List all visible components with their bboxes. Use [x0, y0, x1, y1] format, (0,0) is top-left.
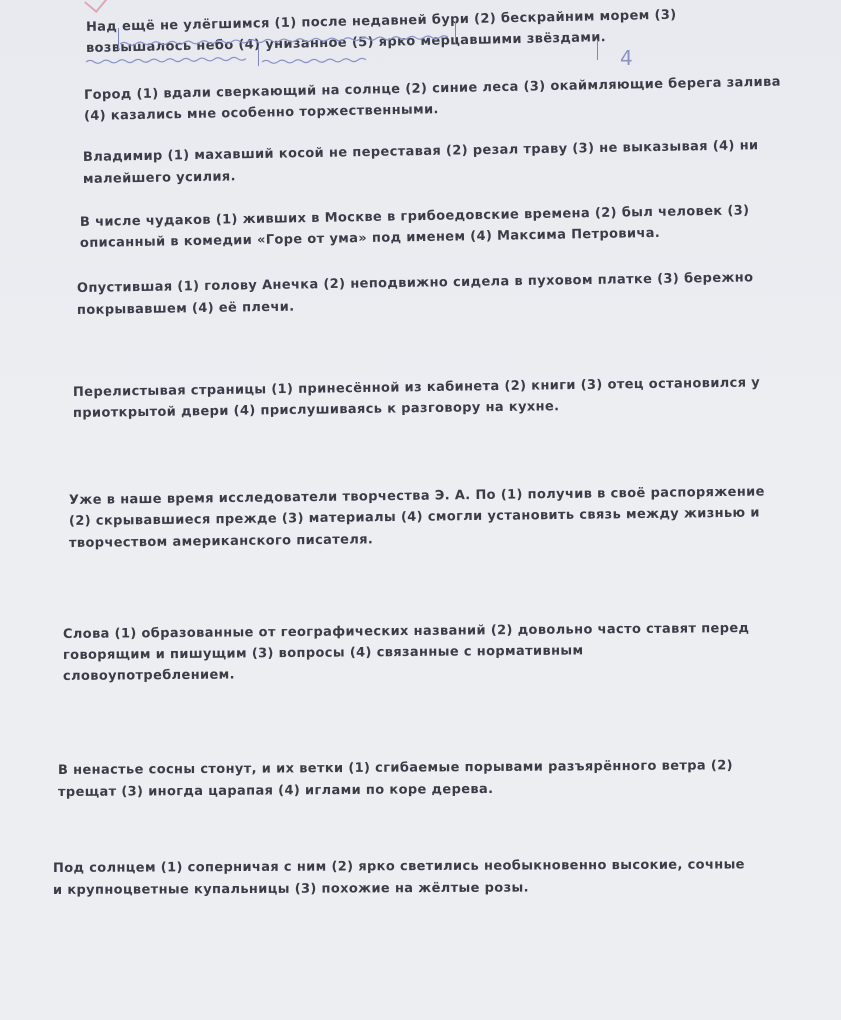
sentence-1-line-1: Над ещё не улёгшимся (1) после недавней бури (2) бескрайним морем (3)	[85, 7, 677, 35]
sentence-9-line-2: трещат (3) иногда царапая (4) иглами по коре дерева.	[57, 781, 494, 800]
sentence-5-line-1: Опустившая (1) голову Анечка (2) неподвижно сидела в пуховом платке (3) бережно	[76, 270, 754, 296]
sentence-10-line-2: и крупноцветные купальницы (3) похожие на жёлтые розы.	[52, 880, 529, 898]
sentence-10-line-1: Под солнцем (1) соперничая с ним (2) ярко светились необыкновенно высокие, сочные	[52, 857, 745, 876]
sentence-3-line-1: Владимир (1) махавший косой не переставая (2) резал траву (3) не выказывая (4) ни	[82, 138, 759, 165]
sentence-3-line-2: малейшего усилия.	[82, 169, 236, 187]
sentence-8-line-3: словоупотреблением.	[62, 667, 235, 684]
sentence-6-line-1: Перелистывая страницы (1) принесённой из кабинета (2) книги (3) отец остановился у	[72, 375, 761, 400]
sentence-8-line-1: Слова (1) образованные от географических названий (2) довольно часто ставят перед	[62, 621, 750, 642]
sentence-9-line-1: В ненастье сосны стонут, и их ветки (1) сгибаемые порывами разъярённого ветра (2)	[57, 758, 733, 778]
sentence-6-line-2: приоткрытой двери (4) прислушиваясь к разговору на кухне.	[72, 399, 560, 421]
sentence-2-line-2: (4) казались мне особенно торжественными.	[83, 102, 439, 124]
sentence-1-line-2: возвышалось небо (4) унизанное (5) ярко мерцавшими звёздами.	[85, 30, 607, 56]
sentence-8-line-2: говорящим и пишущим (3) вопросы (4) связанные с нормативным	[62, 643, 584, 663]
sentence-4-line-1: В числе чудаков (1) живших в Москве в грибоедовские времена (2) был человек (3)	[79, 203, 750, 230]
pen-wavy-underline	[0, 0, 820, 80]
sentence-7-line-3: творчеством американского писателя.	[68, 532, 374, 551]
sentence-2-line-1: Город (1) вдали сверкающий на солнце (2) синие леса (3) окаймляющие берега залива	[83, 74, 781, 103]
sentence-4-line-2: описанный в комедии «Горе от ума» под именем (4) Максима Петровича.	[79, 225, 661, 251]
sentence-7-line-2: (2) скрывавшиеся прежде (3) материалы (4) смогли установить связь между жизнью и	[68, 505, 760, 529]
sentence-7-line-1: Уже в наше время исследователи творчества Э. А. По (1) получив в своё распоряжение	[68, 484, 765, 508]
sentence-5-line-2: покрывавшем (4) её плечи.	[76, 299, 295, 318]
handwritten-answer: 4	[620, 46, 633, 70]
